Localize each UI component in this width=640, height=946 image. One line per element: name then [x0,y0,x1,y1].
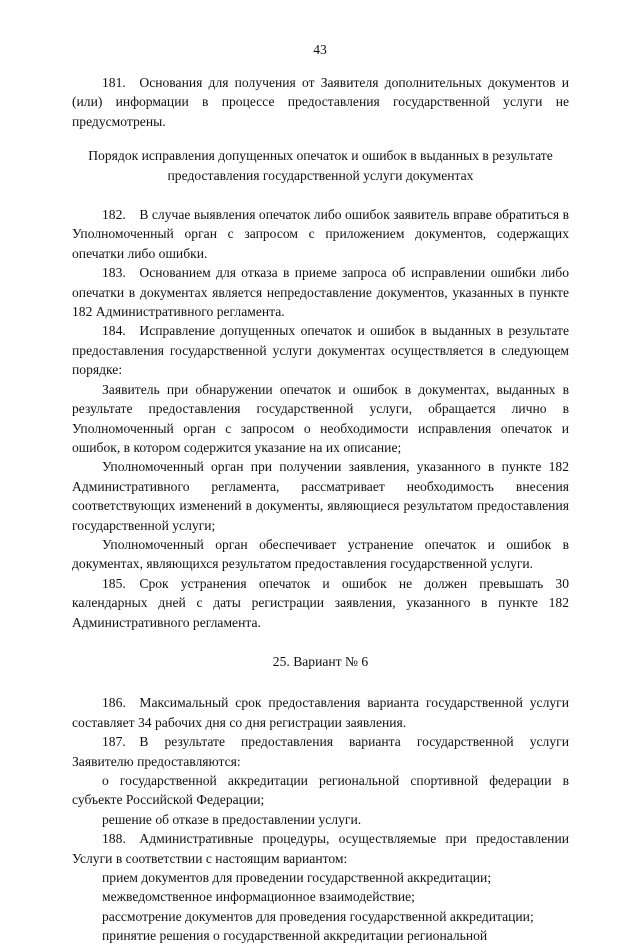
paragraph-184: 184. Исправление допущенных опечаток и ошибок в выданных в результате предоставления государственной услуги документах осуществляется в следующем порядке: [72,323,569,378]
paragraph-186: 186. Максимальный срок предоставления варианта государственной услуги составляет 34 рабочих дня со дня регистрации заявления. [72,695,569,730]
paragraph-185: 185. Срок устранения опечаток и ошибок не должен превышать 30 календарных дней с даты регистрации заявления, указанного в пункте 182 Административного регламента. [72,575,569,630]
paragraph-184-step-2: Уполномоченный орган при получении заявления, указанного в пункте 182 Административного регламента, рассматривает необходимость внесения соответствующих изменений в документы, являющиеся результатом предоставления государственной услуги; [72,459,569,533]
paragraph-188-item-4: принятие решения о государственной аккредитации региональной [102,928,488,944]
paragraph-188-item-2: межведомственное информационное взаимодействие; [102,889,415,905]
section-heading-correction: Порядок исправления допущенных опечаток и ошибок в выданных в результате предоставления государственной услуги документах [88,148,553,183]
paragraph-184-step-1: Заявитель при обнаружении опечаток и ошибок в документах, выданных в результате предоставления государственной услуги, обращается лично в Уполномоченный орган с запросом о необходимости исправления опечаток и ошибок, в котором содержится указание на их описание; [72,381,569,455]
document-body [72,73,569,946]
paragraph-181: 181. Основания для получения от Заявителя дополнительных документов и (или) информации в процессе предоставления государственной услуги не предусмотрены. [72,75,569,129]
paragraph-184-step-3: Уполномоченный орган обеспечивает устранение опечаток и ошибок в документах, являющихся результатом предоставления государственной услуги. [72,536,569,572]
paragraph-188-item-1: прием документов для проведении государственной аккредитации; [102,870,492,886]
paragraph-182: 182. В случае выявления опечаток либо ошибок заявитель вправе обратиться в Уполномоченный орган с запросом с приложением документов, содержащих опечатки либо ошибки. [72,207,569,261]
paragraph-187-item-2: решение об отказе в предоставлении услуги. [102,811,362,827]
paragraph-183: 183. Основанием для отказа в приеме запроса об исправлении ошибки либо опечатки в документах является непредоставление документов, указанных в пункте 182 Административного регламента. [72,265,569,320]
section-heading-variant-6: 25. Вариант № 6 [272,653,369,669]
paragraph-188-item-3: рассмотрение документов для проведения государственной аккредитации; [102,908,534,924]
page-number: 43 [313,42,327,57]
paragraph-187: 187. В результате предоставления варианта государственной услуги Заявителю предоставляются: [72,734,569,769]
paragraph-187-item-1: о государственной аккредитации региональной спортивной федерации в субъекте Российской Федерации; [72,773,569,808]
paragraph-188: 188. Административные процедуры, осуществляемые при предоставлении Услуги в соответствии с настоящим вариантом: [72,831,569,866]
